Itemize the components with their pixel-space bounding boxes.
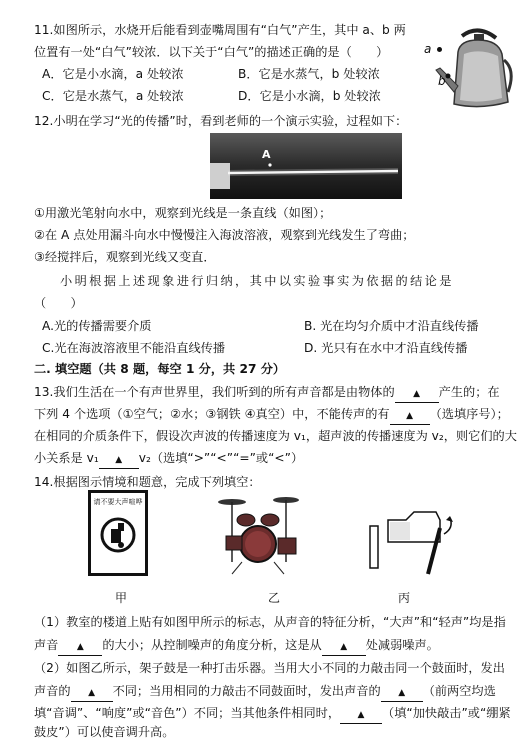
blank-marker: ▲ [340,642,348,652]
blank-marker: ▲ [357,710,365,720]
blank-marker: ▲ [115,455,123,465]
section-fill-in-title: 二. 填空题（共 8 题，每空 1 分，共 27 分） [34,362,286,376]
q14-part1-line2 [34,637,439,656]
q13-line4-text: 小关系是 v₁ [34,451,99,465]
q13-blank-1[interactable] [395,384,439,403]
blank-marker: ▲ [413,389,421,399]
q14-part2-line3 [34,705,511,724]
kettle-point-a [437,47,442,52]
kettle-label-a: a [424,42,432,56]
q12-option-a[interactable]: A.光的传播需要介质 [42,319,152,333]
quiet-sign-text: 请不要大声喧哗 [93,498,143,506]
q11-line2: 位置有一处“白气”较浓．以下关于“白气”的描述正确的是（ ） [34,45,389,59]
q14-part1-text3: 处减弱噪声。 [365,638,439,652]
figure-caption-jia: 甲 [115,591,128,605]
q14-part2-line2 [34,683,496,702]
bottle-stick-figure [366,498,466,576]
q13-line3: 在相同的介质条件下，假设次声波的传播速度为 v₁，超声波的传播速度为 v₂，则它们的大 [34,429,517,443]
blank-marker: ▲ [406,411,414,421]
q14-part1-line1: （1）教室的楼道上贴有如图甲所示的标志，从声音的特征分析，“大声”和“轻声”均是指 [34,615,506,629]
q11-option-a[interactable]: A．它是小水滴，a 处较浓 [42,67,184,81]
kettle-label-b: b [438,74,446,88]
laser-water-photo [210,133,402,199]
q14-part2-line1: （2）如图乙所示，架子鼓是一种打击乐器。当用大小不同的力敲击同一个鼓面时，发出 [34,661,505,675]
q14-blank-2[interactable] [322,637,366,656]
q14-part2-text3: （前两空均选 [422,684,496,698]
q11-option-b[interactable]: B．它是水蒸气，b 处较浓 [238,67,380,81]
q12-option-b[interactable]: B. 光在均匀介质中才沿直线传播 [304,319,479,333]
q11-option-c[interactable]: C．它是水蒸气，a 处较浓 [42,89,184,103]
q13-line4 [34,450,303,469]
q13-blank-3[interactable] [99,450,139,469]
q12-option-d[interactable]: D. 光只有在水中才沿直线传播 [304,341,468,355]
q13-line4-end: v₂（选填“>”“<”“=”或“<”） [138,451,304,465]
q12-step-1: ①用激光笔射向水中，观察到光线是一条直线（如图）； [34,206,332,220]
q14-part2-text1: 声音的 [34,684,71,698]
blank-marker: ▲ [76,642,84,652]
figure-caption-yi: 乙 [268,591,281,605]
q14-intro: 14.根据图示情境和题意，完成下列填空： [34,475,261,489]
q13-line1-end: 产生的；在 [438,385,500,399]
kettle-figure [418,26,518,112]
q14-part2-text4: 填“音调”、“响度”或“音色”）不同；当其他条件相同时， [34,706,341,720]
q13-line2 [34,406,509,425]
q11-option-d[interactable]: D．它是小水滴，b 处较浓 [238,89,381,103]
figure-caption-bing: 丙 [398,591,411,605]
q14-part2-text2: 不同；当用相同的力敲击不同鼓面时，发出声音的 [112,684,381,698]
q14-part1-text1: 声音 [34,638,59,652]
blank-marker: ▲ [398,688,406,698]
drum-kit-figure [212,492,306,576]
q12-summary-line2: （ ） [34,296,83,310]
q14-part2-line4: 鼓皮”）可以使音调升高。 [34,725,175,739]
quiet-sign-icon [91,507,145,567]
q14-part2-text5: （填“加快敲击”或“绷紧 [382,706,511,720]
q13-line2-text: 下列 4 个选项（①空气；②水；③钢铁 ④真空）中，不能传声的有 [34,407,390,421]
q12-option-c[interactable]: C.光在海波溶液里不能沿直线传播 [42,341,226,355]
q13-line1 [34,384,500,403]
q13-line1-text: 13.我们生活在一个有声世界里，我们听到的所有声音都是由物体的 [34,385,395,399]
laser-label-a: A [262,148,271,161]
q14-blank-4[interactable] [381,683,423,702]
q11-line1: 11.如图所示，水烧开后能看到壶嘴周围有“白气”产生，其中 a、b 两 [34,23,406,37]
q12-summary-line1: 小明根据上述现象进行归纳，其中以实验事实为依据的结论是 [60,274,454,288]
q14-part1-text2: 的大小；从控制噪声的角度分析，这是从 [102,638,322,652]
q13-blank-2[interactable] [390,406,430,425]
q12-step-3: ③经搅拌后，观察到光线又变直． [34,250,216,264]
q13-line2-end: （选填序号）； [429,407,509,421]
q14-blank-3[interactable] [71,683,113,702]
blank-marker: ▲ [88,688,96,698]
quiet-sign-figure [88,490,148,576]
q14-blank-1[interactable] [58,637,102,656]
q14-blank-5[interactable] [340,705,382,724]
q12-step-2: ②在 A 点处用漏斗向水中慢慢注入海波溶液，观察到光线发生了弯曲； [34,228,415,242]
q12-intro: 12.小明在学习“光的传播”时，看到老师的一个演示实验，过程如下： [34,114,408,128]
